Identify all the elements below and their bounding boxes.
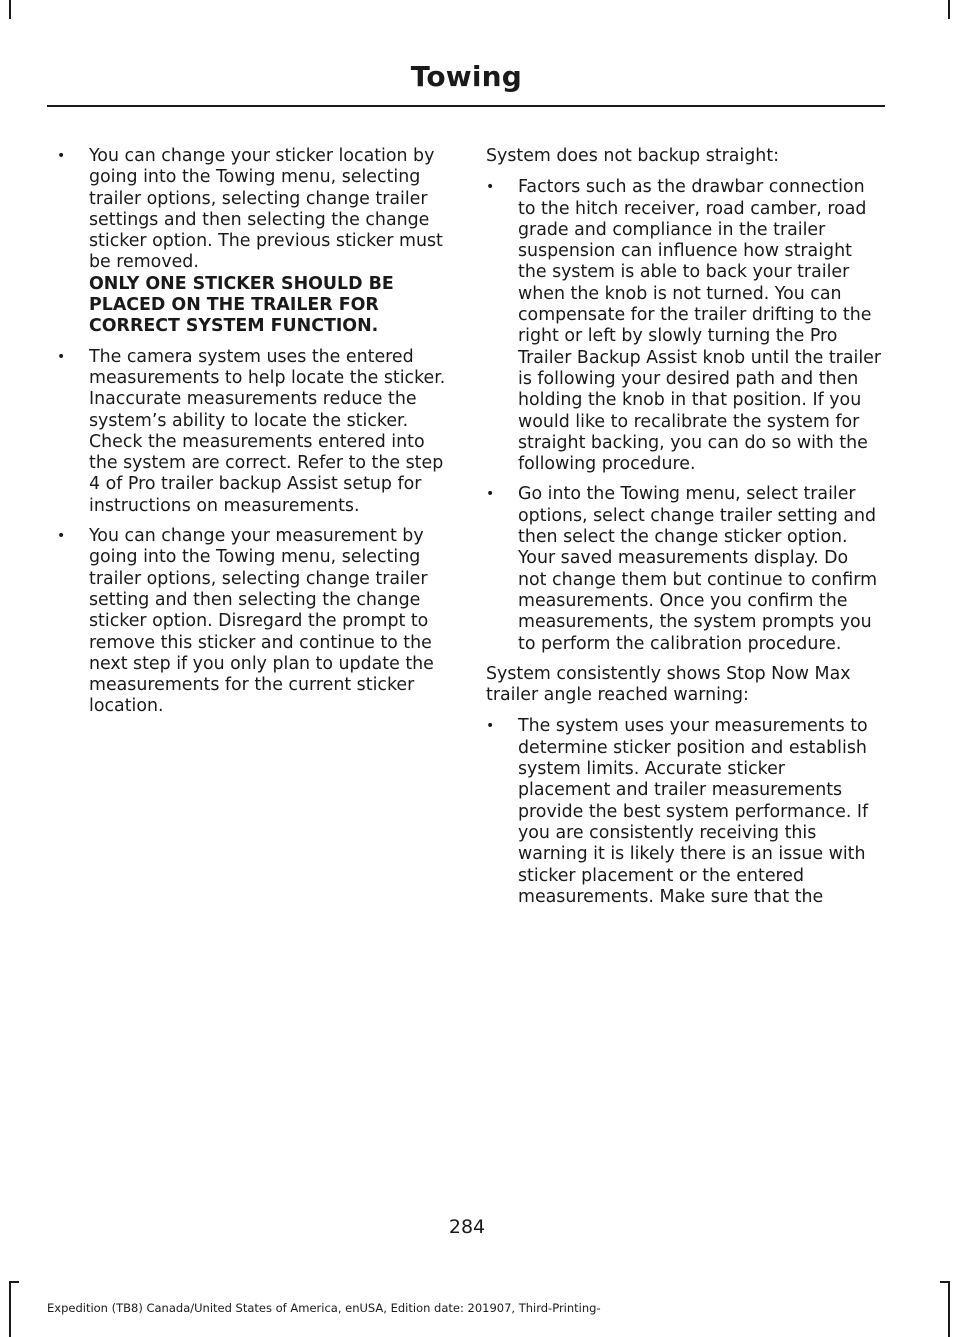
list-item-text: You can change your sticker location by going into the Towing menu, selecting trailer options, selecting change trailer settings and then selecting the change sticker option. The previous sticker must be removed. <box>89 146 443 273</box>
list-item <box>57 347 449 517</box>
list-item <box>486 716 882 908</box>
edition-footer: Expedition (TB8) Canada/United States of America, enUSA, Edition date: 201907, Third-Printing- <box>47 1301 601 1315</box>
warning-text: ONLY ONE STICKER SHOULD BE PLACED ON THE TRAILER FOR CORRECT SYSTEM FUNCTION. <box>89 273 394 337</box>
list-item <box>57 146 449 338</box>
right-column <box>486 146 882 917</box>
crop-mark-bottom-right-vertical <box>948 1281 950 1337</box>
left-column <box>57 146 449 727</box>
list-item-text: The system uses your measurements to determine sticker position and establish system limits. Accurate sticker placement and trailer measurements provide the best system performance. If you are consistently receiving this warning it is likely there is an issue with sticker placement or the entered measurements. Make sure that the <box>518 716 869 907</box>
crop-mark-top-left-vertical <box>9 0 11 19</box>
section-heading: System consistently shows Stop Now Max trailer angle reached warning: <box>486 663 851 706</box>
section-heading: System does not backup straight: <box>486 146 779 166</box>
list-item <box>486 484 882 654</box>
crop-mark-bottom-right-horizontal <box>940 1281 950 1283</box>
list-item-text: Go into the Towing menu, select trailer options, select change trailer setting and then select the change sticker option. Your saved measurements display. Do not change them but continue to confirm measurements. Once you confirm the measurements, the system prompts you to perform the calibration procedure. <box>518 484 878 654</box>
crop-mark-bottom-left-horizontal <box>9 1281 19 1283</box>
page-title: Towing <box>410 60 522 93</box>
list-item <box>486 177 882 475</box>
list-item-text: You can change your measurement by going into the Towing menu, selecting trailer options, selecting change trailer setting and then selecting the change sticker option. Disregard the prompt to remove this sticker and continue to the next step if you only plan to update the measurements for the current sticker location. <box>89 526 434 717</box>
crop-mark-top-right-vertical <box>948 0 950 19</box>
list-item-text: The camera system uses the entered measurements to help locate the sticker. Inaccurate measurements reduce the system’s ability to locate the sticker. Check the measurements entered into the system are correct. Refer to the step 4 of Pro trailer backup Assist setup for instructions on measurements. <box>89 346 446 516</box>
list-item <box>57 526 449 718</box>
title-divider <box>47 105 885 107</box>
page-number: 284 <box>448 1216 486 1238</box>
crop-mark-bottom-left-vertical <box>9 1281 11 1337</box>
list-item-text: Factors such as the drawbar connection to the hitch receiver, road camber, road grade and compliance in the trailer suspension can influence how straight the system is able to back your trailer when the knob is not turned. You can compensate for the trailer drifting to the right or left by slowly turning the Pro Trailer Backup Assist knob until the trailer is following your desired path and then holding the knob in that position. If you would like to recalibrate the system for straight backing, you can do so with the following procedure. <box>518 177 882 475</box>
